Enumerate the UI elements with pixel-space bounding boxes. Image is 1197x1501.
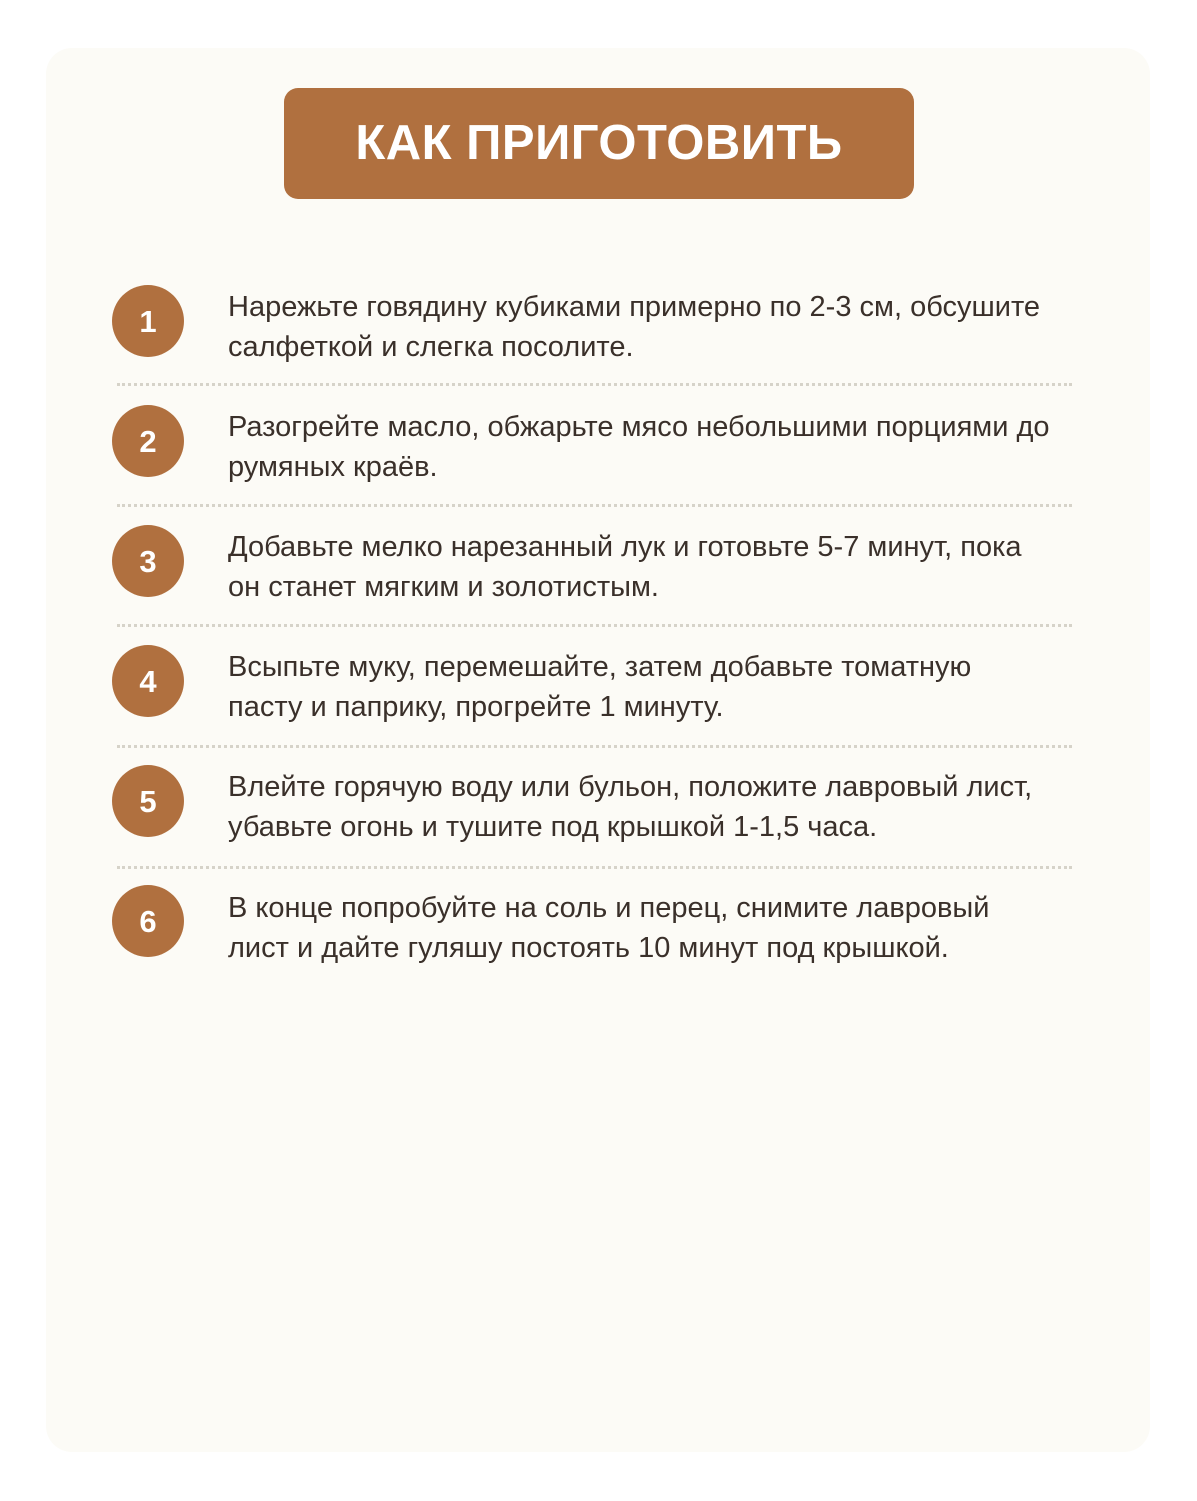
step-divider <box>117 745 1072 748</box>
step-divider <box>117 624 1072 627</box>
step-number-badge: 3 <box>112 525 184 597</box>
step-text: Нарежьте говядину кубиками примерно по 2-3 см, обсушите салфеткой и слегка посолите. <box>228 291 1041 363</box>
step-text: Влейте горячую воду или бульон, положите лавровый лист, убавьте огонь и тушите под крышкой 1-1,5 часа. <box>228 771 1033 843</box>
section-title: КАК ПРИГОТОВИТЬ <box>355 116 843 170</box>
step-number-badge: 4 <box>112 645 184 717</box>
step-divider <box>117 504 1072 507</box>
step-text: Всыпьте муку, перемешайте, затем добавьте томатную пасту и паприку, прогрейте 1 минуту. <box>228 651 972 723</box>
step-number-badge: 1 <box>112 285 184 357</box>
step-text: Разогрейте масло, обжарьте мясо небольшими порциями до румяных краёв. <box>228 411 1050 483</box>
step-number-badge: 5 <box>112 765 184 837</box>
step-number-badge: 2 <box>112 405 184 477</box>
step-divider <box>117 383 1072 386</box>
step-number-badge: 6 <box>112 885 184 957</box>
step-divider <box>117 866 1072 869</box>
section-header <box>284 88 914 199</box>
step-item-6 <box>0 884 1197 1004</box>
step-text: Добавьте мелко нарезанный лук и готовьте 5-7 минут, пока он станет мягким и золотистым. <box>228 531 1022 603</box>
step-text: В конце попробуйте на соль и перец, снимите лавровый лист и дайте гуляшу постоять 10 минут под крышкой. <box>228 892 990 964</box>
